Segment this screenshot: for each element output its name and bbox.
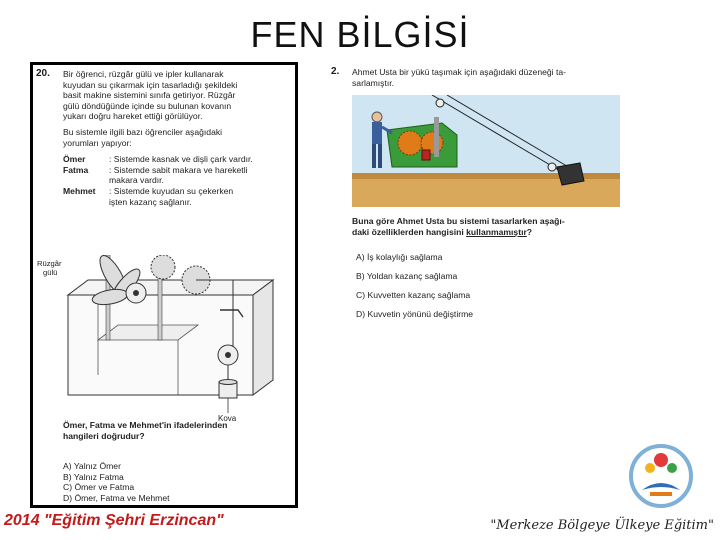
comment-text: : Sistemde kasnak ve dişli çark vardır. [109, 154, 253, 165]
q2-question-line: Buna göre Ahmet Usta bu sistemi tasarlarken aşağı- [352, 216, 565, 226]
q20-line: yorumları yapıyor: [63, 137, 132, 148]
comment-row [63, 175, 253, 186]
wind-wheel-well-figure [38, 255, 283, 477]
option-c[interactable]: C) Ömer ve Fatma [63, 482, 135, 493]
q20-line: kuyudan su çıkarmak için tasarladığı şekildeki [63, 79, 238, 90]
wind-wheel-label [37, 259, 61, 277]
comment-row [63, 154, 253, 165]
comment-name [63, 197, 109, 208]
comment-text: : Sistemde sabit makara ve hareketli [109, 164, 248, 175]
education-directorate-logo [622, 440, 700, 510]
comment-text: makara vardır. [109, 175, 164, 186]
comment-row [63, 186, 253, 197]
q20-question-line: Ömer, Fatma ve Mehmet'in ifadelerinden [63, 420, 228, 430]
option-b[interactable]: B) Yalnız Fatma [63, 471, 124, 482]
comment-row [63, 165, 253, 176]
q20-line: gülü döndüğünde içinde su bulunan kovanın [63, 100, 232, 111]
q20-options [63, 461, 170, 503]
option-a[interactable]: A) Yalnız Ömer [63, 461, 121, 471]
comment-name: Mehmet [63, 185, 96, 196]
bucket-label: Kova [218, 414, 237, 423]
question-20-text [63, 69, 253, 207]
q2-question [352, 216, 565, 237]
comment-name: Ömer [63, 154, 86, 165]
q20-line: Bu sistemle ilgili bazı öğrenciler aşağıdaki [63, 126, 223, 137]
q20-line: Bir öğrenci, rüzgâr gülü ve ipler kullanarak [63, 69, 224, 79]
option-a[interactable]: A) İş kolaylığı sağlama [356, 252, 443, 262]
wind-label-line: Rüzgâr [37, 259, 62, 268]
q20-question-line: hangileri doğrudur? [63, 430, 145, 441]
wind-label-line: gülü [43, 268, 58, 277]
comment-name [63, 175, 109, 186]
question-20-panel [30, 62, 298, 508]
question-number: 2. [331, 66, 340, 77]
comment-text: işten kazanç sağlanır. [109, 196, 192, 207]
comment-name: Fatma [63, 164, 89, 175]
footer-slogan-right: "Merkeze Bölgeye Ülkeye Eğitim" [490, 518, 714, 533]
slide-title: FEN BİLGİSİ [250, 14, 470, 55]
q2-question-text: daki özelliklerden hangisini [352, 226, 467, 237]
q2-line: Ahmet Usta bir yükü taşımak için aşağıdaki düzeneği ta- [352, 67, 566, 77]
option-d[interactable]: D) Ömer, Fatma ve Mehmet [63, 492, 170, 503]
comment-row [63, 197, 253, 208]
option-b[interactable]: B) Yoldan kazanç sağlama [356, 271, 458, 281]
q20-line: basit makine sistemini sınıfa getiriyor. Rüzgâr [63, 90, 236, 101]
option-c[interactable]: C) Kuvvetten kazanç sağlama [356, 290, 471, 300]
option-d[interactable]: D) Kuvvetin yönünü değiştirme [356, 309, 474, 319]
q2-line: sarlamıştır. [352, 77, 395, 88]
q2-question-emphasis: kullanmamıştır [466, 226, 527, 237]
q20-line: yukarı doğru hareket ettiği görülüyor. [63, 111, 203, 122]
question-2-text [352, 67, 566, 88]
q2-question-line [352, 227, 565, 238]
q2-question-mark: ? [526, 226, 533, 237]
q20-question [63, 420, 227, 441]
pulley-machine-figure [352, 95, 620, 207]
question-number: 20. [36, 68, 50, 79]
comment-text: : Sistemde kuyudan su çekerken [109, 185, 234, 196]
footer-slogan-left: 2014 "Eğitim Şehri Erzincan" [4, 512, 224, 529]
